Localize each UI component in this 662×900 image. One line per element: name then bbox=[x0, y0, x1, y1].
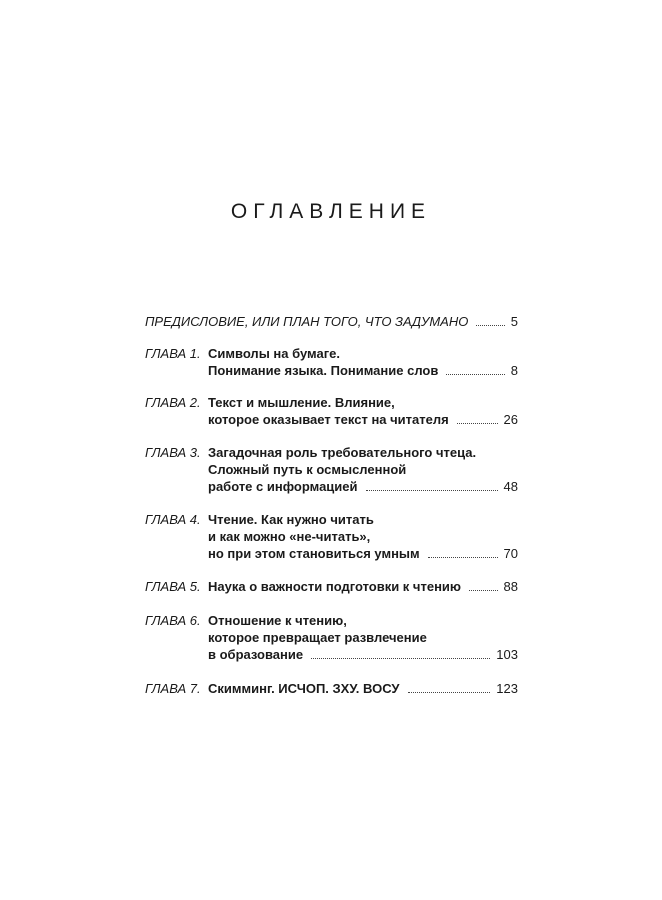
toc-line bbox=[145, 545, 518, 562]
toc-entry-title: Понимание языка. Понимание слов bbox=[208, 363, 439, 378]
dot-leader bbox=[446, 363, 504, 375]
page-number: 8 bbox=[510, 363, 518, 378]
chapter-label: ГЛАВА 1. bbox=[145, 346, 201, 361]
toc-entry-title: которое оказывает текст на читателя bbox=[208, 412, 449, 427]
toc-entry-chapter-6[interactable] bbox=[145, 612, 518, 663]
toc-entry-title: работе с информацией bbox=[208, 479, 358, 494]
toc-line bbox=[145, 362, 518, 379]
toc-entry-chapter-5[interactable] bbox=[145, 578, 518, 595]
toc-entry-title: в образование bbox=[208, 647, 304, 662]
toc-entry-chapter-7[interactable] bbox=[145, 680, 518, 697]
dot-leader bbox=[311, 647, 490, 659]
dot-leader bbox=[476, 314, 504, 326]
toc-line bbox=[145, 444, 518, 461]
chapter-label: ГЛАВА 3. bbox=[145, 445, 201, 460]
toc-line bbox=[145, 345, 518, 362]
toc-entry-title: и как можно «не-читать», bbox=[208, 529, 371, 544]
chapter-label: ГЛАВА 7. bbox=[145, 681, 201, 696]
toc-line bbox=[145, 629, 518, 646]
toc-entry-title: но при этом становиться умным bbox=[208, 546, 420, 561]
toc-line bbox=[145, 461, 518, 478]
dot-leader bbox=[366, 479, 498, 491]
toc-entry-title: Символы на бумаге. bbox=[208, 346, 340, 361]
page-number: 123 bbox=[496, 681, 518, 696]
toc-line bbox=[145, 528, 518, 545]
toc-line bbox=[145, 511, 518, 528]
toc-line bbox=[145, 313, 518, 330]
toc-line bbox=[145, 394, 518, 411]
page-number: 48 bbox=[503, 479, 518, 494]
chapter-label: ГЛАВА 2. bbox=[145, 395, 201, 410]
page-title: ОГЛАВЛЕНИЕ bbox=[230, 200, 432, 223]
dot-leader bbox=[408, 681, 491, 693]
toc-entry-title: ПРЕДИСЛОВИЕ, ИЛИ ПЛАН ТОГО, ЧТО ЗАДУМАНО bbox=[145, 314, 469, 329]
toc-line bbox=[145, 578, 518, 595]
toc-line bbox=[145, 411, 518, 428]
page-number: 5 bbox=[510, 314, 518, 329]
chapter-label: ГЛАВА 5. bbox=[145, 579, 201, 594]
chapter-label: ГЛАВА 4. bbox=[145, 512, 201, 527]
toc-entry-chapter-1[interactable] bbox=[145, 345, 518, 379]
toc-entry-title: Отношение к чтению, bbox=[208, 613, 347, 628]
toc-entry-chapter-3[interactable] bbox=[145, 444, 518, 495]
chapter-label: ГЛАВА 6. bbox=[145, 613, 201, 628]
toc-entry-title: Наука о важности подготовки к чтению bbox=[208, 579, 462, 594]
page-number: 70 bbox=[503, 546, 518, 561]
toc-entry-title: которое превращает развлечение bbox=[208, 630, 427, 645]
toc-entry-chapter-2[interactable] bbox=[145, 394, 518, 428]
toc-line bbox=[145, 646, 518, 663]
toc-line bbox=[145, 680, 518, 697]
dot-leader bbox=[428, 546, 498, 558]
toc-entry-preface[interactable] bbox=[145, 313, 518, 330]
toc-line bbox=[145, 478, 518, 495]
toc-entry-title: Загадочная роль требовательного чтеца. bbox=[208, 445, 477, 460]
toc-line bbox=[145, 612, 518, 629]
toc-entry-title: Скимминг. ИСЧОП. ЗХУ. ВОСУ bbox=[208, 681, 400, 696]
dot-leader bbox=[469, 579, 498, 591]
toc-entry-title: Чтение. Как нужно читать bbox=[208, 512, 374, 527]
toc-entry-chapter-4[interactable] bbox=[145, 511, 518, 562]
toc-entry-title: Текст и мышление. Влияние, bbox=[208, 395, 395, 410]
dot-leader bbox=[457, 412, 498, 424]
toc-entry-title: Сложный путь к осмысленной bbox=[208, 462, 407, 477]
page-number: 103 bbox=[496, 647, 518, 662]
page-number: 88 bbox=[503, 579, 518, 594]
page-number: 26 bbox=[503, 412, 518, 427]
